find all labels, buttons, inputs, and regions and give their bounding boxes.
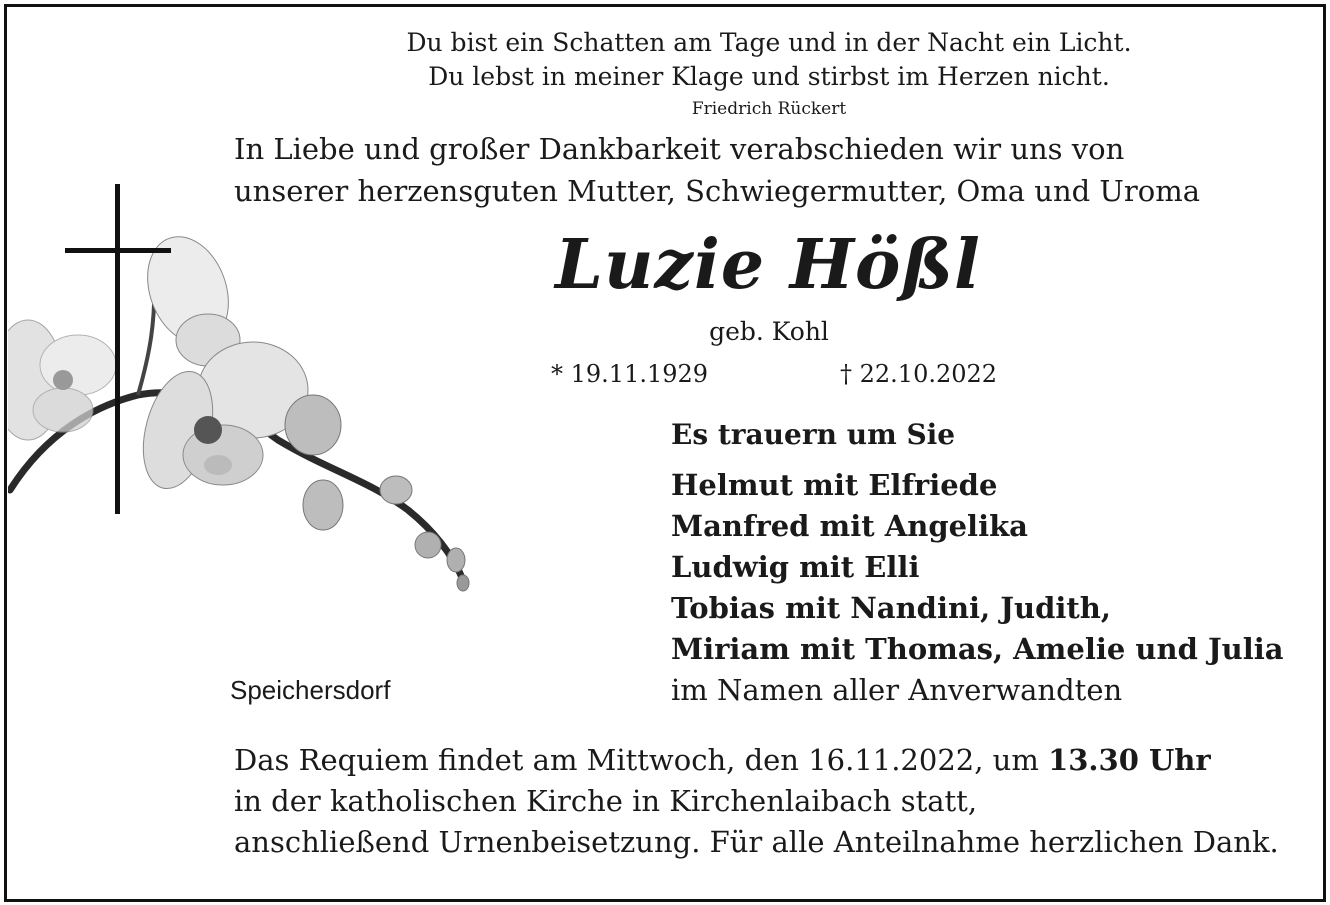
service-line-3: anschließend Urnenbeisetzung. Für alle Anteilnahme herzlichen Dank. bbox=[234, 825, 1279, 859]
intro-line-1: In Liebe und großer Dankbarkeit verabschieden wir uns von bbox=[234, 132, 1125, 166]
mourner-5: Miriam mit Thomas, Amelie und Julia bbox=[671, 632, 1284, 666]
mourner-4: Tobias mit Nandini, Judith, bbox=[671, 591, 1111, 625]
quote-line-1: Du bist ein Schatten am Tage und in der Nacht ein Licht. bbox=[406, 28, 1132, 57]
mourner-2: Manfred mit Angelika bbox=[671, 509, 1028, 543]
mourner-1: Helmut mit Elfriede bbox=[671, 468, 998, 502]
service-line-1 bbox=[234, 740, 1211, 781]
birth-date: * 19.11.1929 bbox=[551, 360, 709, 388]
birth-name: geb. Kohl bbox=[709, 317, 829, 346]
mourners-label: Es trauern um Sie bbox=[671, 418, 956, 451]
quote-line-2: Du lebst in meiner Klage und stirbst im Herzen nicht. bbox=[428, 62, 1110, 91]
mourner-3: Ludwig mit Elli bbox=[671, 550, 920, 584]
service-time: 13.30 Uhr bbox=[1048, 743, 1211, 777]
intro-line-2: unserer herzensguten Mutter, Schwiegermutter, Oma und Uroma bbox=[234, 174, 1200, 208]
quote-author: Friedrich Rückert bbox=[691, 99, 847, 119]
death-date: † 22.10.2022 bbox=[840, 360, 998, 388]
deceased-name: Luzie Hößl bbox=[555, 225, 981, 305]
service-line-2: in der katholischen Kirche in Kirchenlaibach statt, bbox=[234, 784, 978, 818]
service-line-1-text: Das Requiem findet am Mittwoch, den 16.11.2022, um bbox=[234, 743, 1049, 777]
place-name: Speichersdorf bbox=[230, 675, 391, 705]
mourners-closing: im Namen aller Anverwandten bbox=[671, 673, 1123, 707]
